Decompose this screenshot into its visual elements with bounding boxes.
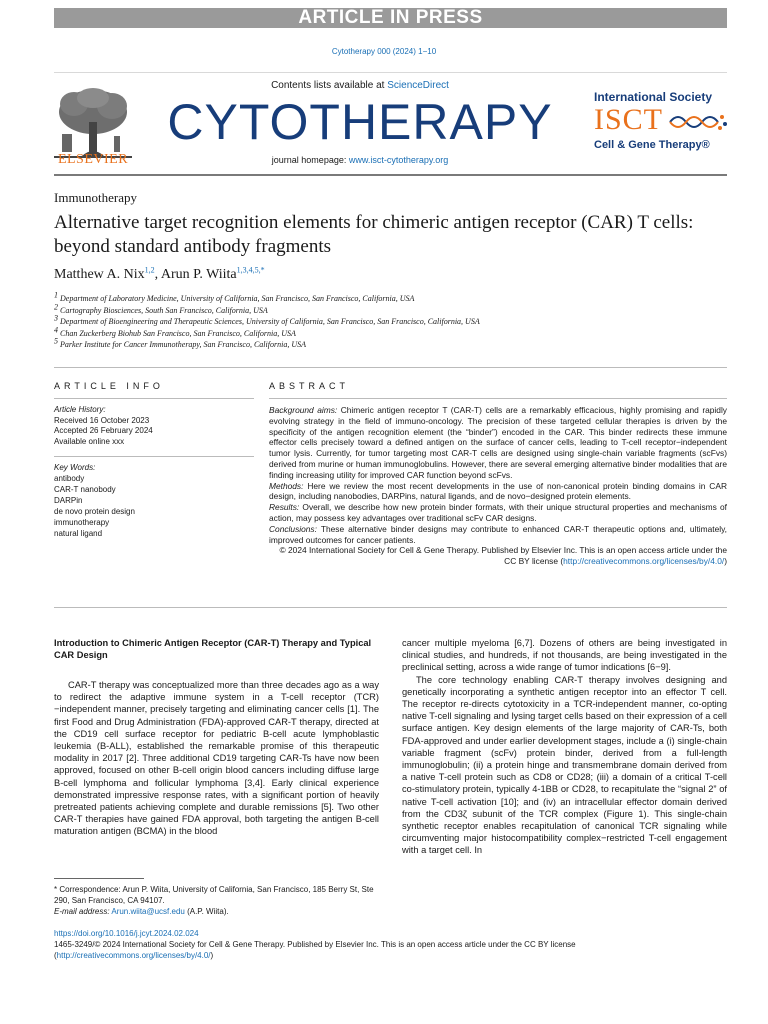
dna-helix-icon	[668, 112, 728, 132]
keyword-list	[54, 462, 135, 539]
body-paragraph: The core technology enabling CAR-T therapy involves designing and genetically incorporating a synthetic antigen receptor into an effector T cell. The receptor re-directs cytotoxicity in a TCR-independent manner, co-opting native T-cell signaling and lysing target cells based on their expression of a cell surface antigen. Key design elements of the large majority of CAR-Ts, both FDA-approved and under earlier development stages, include a (i) single-chain variable fragment (scFv) protein binder, derived from a full-length immunoglobulin; (ii) a protein hinge and transmembrane domain derived from a native T-cell protein such as CD8 or CD28; (iii) a domain of a critical T-cell co-stimulatory protein, typically 4-1BB or CD28, to recapitulate the “signal 2” of native T-cell activation [10]; and (iv) an intracellular effector domain derived from the CD3ζ subunit of the TCR complex (Figure 1). This single-chain synthetic receptor enables recapitulation of canonical TCR signaling while circumventing major histocompatibility complex−restricted T-cell engagement with a target cell. In	[402, 674, 727, 856]
keyword-item: natural ligand	[54, 529, 103, 538]
affiliation-item	[54, 313, 480, 328]
journal-citation-link[interactable]: Cytotherapy 000 (2024) 1−10	[331, 47, 437, 56]
affiliation-text: Department of Bioengineering and Therapeutic Sciences, University of California, San Francisco, San Francisco, California, USA	[60, 317, 480, 326]
journal-title: CYTOTHERAPY	[167, 94, 553, 150]
copyright-text: © 2024 International Society for Cell & Gene Therapy. Published by Elsevier Inc. This is an open access article under the CC BY license (	[279, 545, 727, 567]
homepage-prefix: journal homepage:	[271, 155, 349, 165]
page-footer	[54, 928, 727, 961]
isct-society-label: International Society	[594, 90, 713, 104]
footer-license-line	[54, 950, 727, 961]
journal-homepage-line	[170, 155, 550, 165]
abstract-conclusions-label: Conclusions:	[269, 523, 317, 534]
affiliation-number: 5	[54, 336, 58, 346]
license-link[interactable]: http://creativecommons.org/licenses/by/4.0/	[563, 556, 725, 567]
doi-link[interactable]: https://doi.org/10.1016/j.jcyt.2024.02.024	[54, 929, 199, 938]
affiliation-text: Cartography Biosciences, South San Francisco, California, USA	[60, 305, 268, 315]
author-affiliation-ref[interactable]: 1,3,4,5,*	[236, 265, 265, 275]
isct-cell-gene-label: Cell & Gene Therapy®	[594, 139, 710, 151]
affiliation-number: 3	[54, 313, 58, 323]
affiliation-item	[54, 301, 480, 317]
abstract-results-label: Results:	[269, 502, 300, 513]
article-info-heading: ARTICLE INFO	[54, 381, 164, 391]
abstract-copyright	[269, 545, 727, 567]
contents-prefix: Contents lists available at	[271, 80, 388, 91]
affiliation-text: Parker Institute for Cancer Immunotherapy, San Francisco, California, USA	[60, 340, 306, 349]
affiliation-text: Department of Laboratory Medicine, University of California, San Francisco, San Francisco, California, USA	[60, 294, 415, 303]
header-bottom-rule	[54, 174, 727, 176]
abstract-background-label: Background aims:	[269, 405, 338, 415]
affiliation-text: Chan Zuckerberg Biohub San Francisco, San Francisco, California, USA	[60, 328, 296, 338]
abstract-rule	[269, 398, 727, 399]
footer-license-link[interactable]: http://creativecommons.org/licenses/by/4.0/	[56, 951, 211, 960]
header-top-rule	[54, 72, 727, 73]
isct-logo-text: ISCT	[594, 103, 664, 136]
elsevier-wordmark: ELSEVIER	[57, 152, 129, 167]
keyword-item: immunotherapy	[54, 518, 110, 527]
article-title: Alternative target recognition elements for chimeric antigen receptor (CAR) T cells: beyond standard antibody fragments	[54, 212, 694, 257]
abstract-methods-text: Here we review the most recent developments in the use of non-canonical protein binding domains in CAR design, including nanobodies, DARPins, natural ligands, and de novo−designed protein elements.	[269, 480, 727, 502]
abstract-bottom-rule	[54, 607, 727, 608]
email-label: E-mail address:	[54, 907, 110, 916]
article-in-press-banner: ARTICLE IN PRESS	[54, 8, 727, 28]
affiliation-item	[54, 336, 480, 351]
license-close: )	[210, 951, 214, 960]
correspondence-footnote	[54, 884, 379, 917]
section-heading: Introduction to Chimeric Antigen Receptor (CAR-T) Therapy and Typical CAR Design	[54, 638, 372, 660]
abstract-results	[269, 502, 727, 524]
history-label: Article History:	[54, 405, 106, 414]
issn-copyright-line: 1465-3249/© 2024 International Society for Cell & Gene Therapy. Published by Elsevier Inc. This is an open access article under the CC BY license	[54, 940, 576, 949]
article-section-label: Immunotherapy	[54, 190, 138, 205]
abstract-methods	[269, 481, 727, 503]
body-paragraph: cancer multiple myeloma [6,7]. Dozens of others are being investigated in clinical studies, and hundreds, if not thousands, are being investigated in the preclinical setting, across a wide range of tumor indications [6−9].	[402, 638, 727, 673]
affiliation-number: 1	[54, 290, 58, 300]
copyright-close: )	[724, 556, 727, 567]
abstract-conclusions	[269, 524, 727, 546]
contents-lists-line	[170, 80, 550, 91]
body-paragraph: CAR-T therapy was conceptualized more than three decades ago as a way to redirect the adaptive immune system in a T-cell receptor (TCR)−independent manner, precisely targeting and eliminating cancer cells [1]. The first Food and Drug Administration (FDA)-approved CAR-T therapy, directed at the CD19 cell surface receptor for pediatric B-cell acute lymphoblastic leukemia (B-ALL), established the remarkable promise of this therapeutic modality in 2017 [2]. Three additional CD19 targeting CAR-Ts have now been approved, focused on other B-cell origin blood cancers including diffuse large B-cell lymphoma and follicular lymphoma [3,4]. Early clinical experience demonstrated impressive response rates, with a significant portion of heavily pretreated patients achieving complete and durable remissions [5]. Two other CAR-T therapies have gained FDA approval, both targeting the antigen B-cell maturation antigen (BCMA) in the blood	[54, 680, 379, 837]
body-column-right	[402, 637, 727, 857]
footnote-rule	[54, 878, 144, 879]
author-affiliation-ref[interactable]: 1,2	[144, 265, 155, 275]
affiliation-rule	[54, 367, 727, 368]
article-history	[54, 405, 153, 447]
abstract-body	[269, 405, 727, 567]
keywords-label: Key Words:	[54, 463, 96, 472]
affiliation-number: 4	[54, 324, 58, 334]
correspondence-text: * Correspondence: Arun P. Wiita, University of California, San Francisco, 185 Berry St, Ste 290, San Francisco, CA 94107.	[54, 885, 374, 905]
keyword-item: DARPin	[54, 496, 83, 505]
sciencedirect-link[interactable]: ScienceDirect	[387, 80, 449, 91]
author-separator: ,	[154, 267, 161, 282]
history-accepted: Accepted 26 February 2024	[54, 426, 153, 435]
author-name: Arun P. Wiita	[160, 267, 237, 282]
abstract-conclusions-text: These alternative binder designs may contribute to enhanced CAR-T therapeutic options and, ultimately, improved outcomes for cancer patients.	[269, 523, 727, 545]
keyword-item: de novo protein design	[54, 507, 135, 516]
affiliation-item	[54, 290, 480, 305]
keywords-rule	[54, 456, 254, 457]
license-open: (	[54, 951, 57, 960]
body-column-left	[54, 637, 379, 838]
author-name: Matthew A. Nix	[54, 267, 145, 282]
email-line	[54, 906, 379, 917]
abstract-heading: ABSTRACT	[269, 381, 350, 391]
author-list	[54, 267, 265, 283]
keyword-item: antibody	[54, 474, 85, 483]
abstract-background-text: Chimeric antigen receptor T (CAR-T) cells are a remarkably efficacious, highly promising and rapidly evolving strategy in the field of immuno-oncology. The precision of these targeted cellular therapies is driven by the specificity of the antigen recognition element (the “binder”) encoded in the CAR. This binder redirects these immune effector cells precisely toward a defined antigen on the surface of cancer cells, leading to T-cell receptor−independent tumor lysis. Currently, for tumor targeting most CAR-T cells are designed using single-chain variable fragments (scFvs) derived from murine or human immunoglobulins. However, there are several emerging alternative binder modalities that are finding increasing utility for improved CAR function beyond scFvs.	[269, 405, 727, 480]
abstract-methods-label: Methods:	[269, 480, 304, 491]
article-info-rule	[54, 398, 254, 399]
history-online: Available online xxx	[54, 436, 125, 446]
email-link[interactable]: Arun.wiita@ucsf.edu	[111, 907, 185, 916]
keyword-item: CAR-T nanobody	[54, 485, 116, 494]
abstract-background	[269, 405, 727, 481]
email-suffix: (A.P. Wiita).	[184, 907, 229, 916]
abstract-results-text: Overall, we describe how new protein binder formats, with their unique structural properties and mechanisms of action, may possess key advantages over traditional scFv CAR designs.	[269, 502, 727, 523]
affiliation-list	[54, 290, 480, 351]
affiliation-number: 2	[54, 301, 58, 311]
affiliation-item	[54, 324, 480, 340]
journal-homepage-link[interactable]: www.isct-cytotherapy.org	[348, 155, 449, 165]
history-received: Received 16 October 2023	[54, 415, 150, 425]
